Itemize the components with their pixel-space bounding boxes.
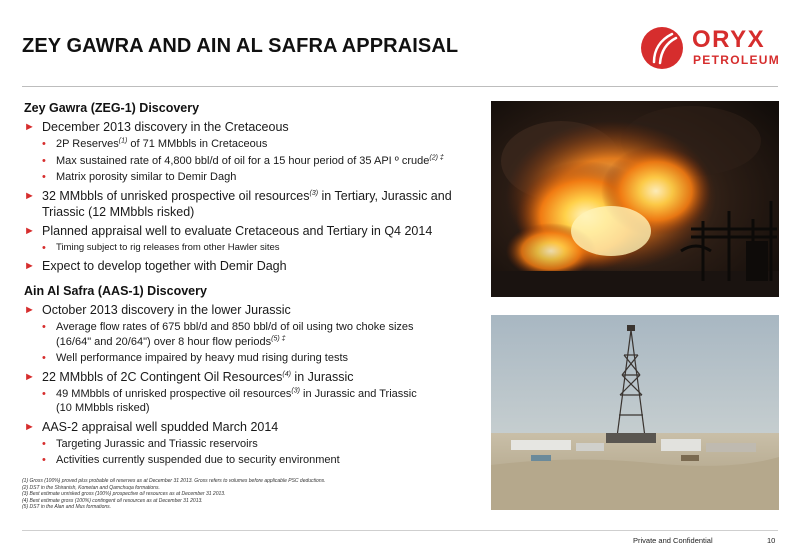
oryx-logo-mark-icon — [640, 26, 684, 70]
dot-icon: • — [42, 171, 46, 183]
sub-bullet-item — [24, 453, 464, 468]
bullet-text: October 2013 discovery in the lower Jurassic — [42, 303, 291, 317]
footnotes — [22, 478, 462, 511]
page-number: 10 — [767, 536, 776, 545]
logo-wordmark: ORYX — [692, 26, 766, 53]
confidential-label: Private and Confidential — [633, 536, 713, 545]
bullet-text: AAS-2 appraisal well spudded March 2014 — [42, 419, 279, 434]
sub-bullet-text: Well performance impaired by heavy mud rising during tests — [56, 352, 349, 364]
footer-divider — [22, 530, 778, 531]
sub-bullet-item — [24, 137, 464, 152]
sub-bullet-text: Activities currently suspended due to security environment — [56, 454, 340, 466]
triangle-arrow-icon: ► — [24, 304, 35, 316]
dot-icon: • — [42, 437, 46, 450]
bullet-text: in Tertiary, Jurassic and Triassic (12 MMbbls risked) — [42, 188, 452, 219]
title-divider — [22, 86, 778, 87]
sub-bullet-item — [24, 437, 464, 452]
sub-bullet-item — [24, 351, 464, 366]
bullet-text: Planned appraisal well to evaluate Cretaceous and Tertiary in Q4 2014 — [42, 223, 433, 238]
sub-bullet-item — [24, 241, 464, 256]
bullet-item — [24, 258, 464, 274]
dot-icon: • — [42, 321, 46, 333]
page-title: ZEY GAWRA AND AIN AL SAFRA APPRAISAL — [22, 35, 459, 57]
section-heading-ain-al-safra: Ain Al Safra (AAS-1) Discovery — [24, 284, 207, 298]
triangle-arrow-icon: ► — [24, 224, 35, 237]
bullet-item — [24, 302, 464, 318]
content-column — [24, 100, 464, 468]
sub-bullet-item — [24, 387, 464, 416]
footnote-ref: (1) — [118, 137, 128, 145]
drilling-rig-photo — [491, 315, 779, 510]
footnote-ref: (3) — [291, 386, 300, 394]
bullet-item — [24, 119, 464, 135]
bullet-item — [24, 369, 464, 385]
footnote: (4) Best estimate gross (100%) contingent oil resources as at December 31 2013. — [22, 497, 203, 504]
dot-icon: • — [42, 154, 46, 167]
footnote-ref: (4) — [282, 370, 291, 378]
bullet-item — [24, 419, 464, 435]
dot-icon: • — [42, 352, 46, 364]
triangle-arrow-icon: ► — [24, 370, 35, 383]
sub-bullet-item — [24, 154, 464, 169]
triangle-arrow-icon: ► — [24, 420, 35, 433]
drilling-rig-photo-illustration — [491, 315, 779, 510]
sub-bullet-item — [24, 320, 464, 349]
footnote: (5) DST in the Alan and Mus formations. — [22, 504, 112, 510]
footnote: (2) DST in the Shiranish, Kometan and Qamchuqa formations. — [22, 484, 160, 491]
sub-bullet-text: of 71 MMbbls in Cretaceous — [127, 138, 268, 150]
triangle-arrow-icon: ► — [24, 260, 35, 272]
triangle-arrow-icon: ► — [24, 121, 35, 133]
sub-bullet-text: Average flow rates of 675 bbl/d and 850 bbl/d of oil using two choke sizes — [56, 321, 414, 333]
sub-bullet-text: in Jurassic and Triassic — [299, 387, 417, 400]
footnote-ref: (5) ‡ — [271, 334, 286, 342]
bullet-text: in Jurassic — [290, 369, 354, 384]
sub-bullet-text: (10 MMbbls risked) — [56, 402, 150, 414]
dot-icon: • — [42, 387, 46, 400]
bullet-item — [24, 188, 464, 220]
sub-bullet-text: Targeting Jurassic and Triassic reservoirs — [56, 437, 258, 450]
flare-photo — [491, 101, 779, 297]
sub-bullet-text: 2P Reserves — [56, 138, 119, 150]
bullet-text: 32 MMbbls of unrisked prospective oil resources — [42, 188, 310, 203]
flare-photo-illustration — [491, 101, 779, 297]
footnote-ref: (2) ‡ — [429, 153, 444, 161]
section-heading-zey-gawra: Zey Gawra (ZEG-1) Discovery — [24, 101, 200, 115]
sub-bullet-text: Matrix porosity similar to Demir Dagh — [56, 171, 237, 183]
dot-icon: • — [42, 138, 46, 150]
bullet-text: 22 MMbbls of 2C Contingent Oil Resources — [42, 369, 283, 384]
sub-bullet-item — [24, 170, 464, 185]
footnote: (1) Gross (100%) proved plus probable oil reserves as at December 31 2013. Gross refers to volumes before applicable PSC deductions. — [22, 478, 326, 484]
sub-bullet-text: Max sustained rate of 4,800 bbl/d of oil for a 15 hour period of 35 API º crude — [56, 154, 430, 167]
logo-subtitle: PETROLEUM — [693, 53, 781, 67]
bullet-text: Expect to develop together with Demir Dagh — [42, 259, 287, 273]
bullet-item — [24, 223, 464, 239]
triangle-arrow-icon: ► — [24, 189, 35, 202]
footnote-ref: (3) — [309, 189, 319, 197]
bullet-text: December 2013 discovery in the Cretaceous — [42, 120, 289, 134]
oryx-logo — [640, 26, 780, 72]
sub-bullet-text: 49 MMbbls of unrisked prospective oil resources — [56, 387, 292, 400]
dot-icon: • — [42, 454, 46, 466]
footnote: (3) Best estimate unrisked gross (100%) prospective oil resources as at December 31 2013. — [22, 491, 226, 497]
sub-bullet-text: Timing subject to rig releases from other Hawler sites — [56, 241, 280, 253]
sub-bullet-text: (16/64" and 20/64") over 8 hour flow periods — [56, 335, 272, 348]
dot-icon: • — [42, 241, 46, 254]
